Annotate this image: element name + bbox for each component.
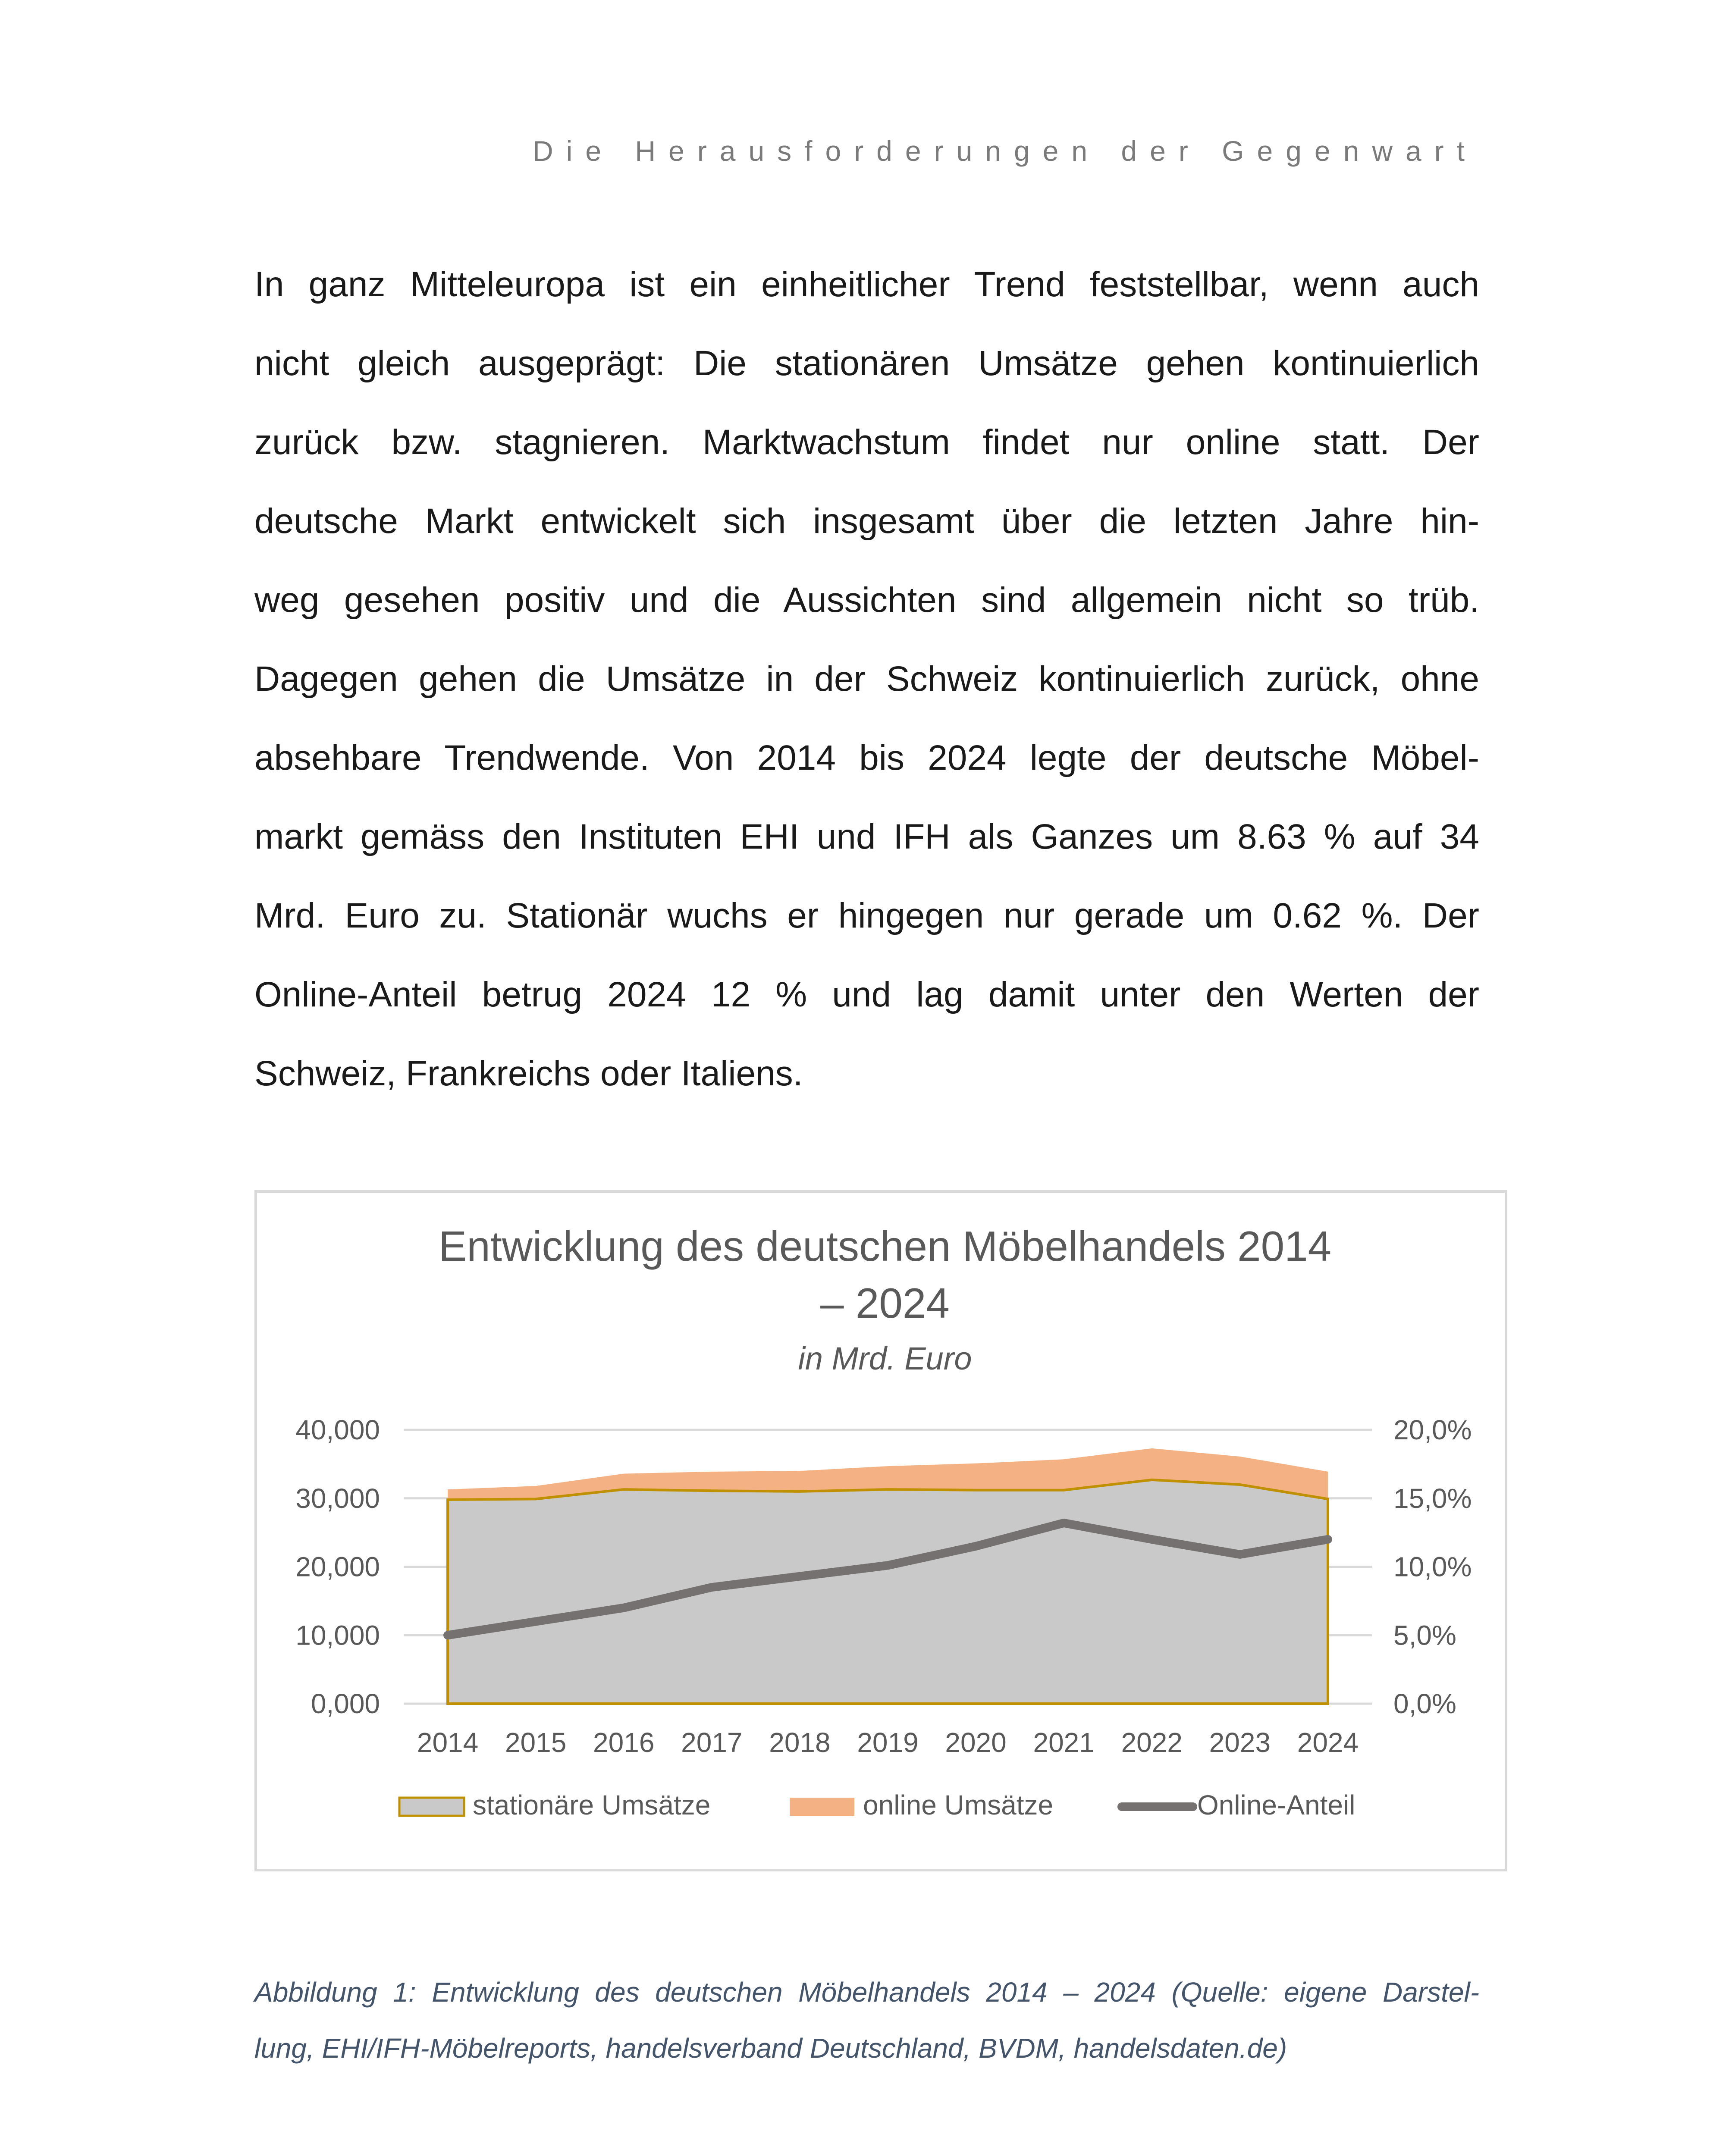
body-line: In ganz Mitteleuropa ist ein einheitlicher Trend feststellbar, wenn auch xyxy=(254,265,1479,304)
body-line: Online-Anteil betrug 2024 12 % und lag damit unter den Werten der xyxy=(254,975,1479,1014)
body-paragraph xyxy=(254,254,1479,1122)
legend xyxy=(399,1789,1355,1821)
y-left-tick-label: 30,000 xyxy=(295,1482,380,1514)
x-tick-label: 2017 xyxy=(681,1727,743,1758)
y-right-tick-label: 5,0% xyxy=(1393,1620,1456,1651)
plot-areas xyxy=(448,1448,1328,1704)
x-tick-label: 2023 xyxy=(1209,1727,1271,1758)
area-stationary-sales xyxy=(448,1480,1328,1704)
legend-label-online: online Umsätze xyxy=(863,1789,1054,1821)
x-tick-label: 2020 xyxy=(945,1727,1007,1758)
body-line: markt gemäss den Instituten EHI und IFH als Ganzes um 8.63 % auf 34 xyxy=(254,817,1479,856)
chart-title-line1: Entwicklung des deutschen Möbelhandels 2014 xyxy=(438,1222,1332,1270)
body-line: nicht gleich ausgeprägt: Die stationären Umsätze gehen kontinuierlich xyxy=(254,344,1479,383)
body-line: zurück bzw. stagnieren. Marktwachstum findet nur online statt. Der xyxy=(254,423,1479,462)
figure-caption xyxy=(254,1964,1479,2076)
x-tick-label: 2024 xyxy=(1297,1727,1359,1758)
chart-subtitle: in Mrd. Euro xyxy=(798,1341,972,1376)
y-right-tick-label: 20,0% xyxy=(1393,1414,1472,1445)
y-left-tick-label: 20,000 xyxy=(295,1551,380,1583)
running-header: Die Herausforderungen der Gegenwart xyxy=(533,135,1478,167)
y-right-tick-label: 0,0% xyxy=(1393,1688,1456,1719)
chart-svg xyxy=(257,1193,1505,1869)
chart-title-line2: – 2024 xyxy=(820,1279,950,1327)
x-tick-label: 2021 xyxy=(1033,1727,1095,1758)
x-tick-label: 2022 xyxy=(1121,1727,1183,1758)
chart-frame xyxy=(254,1190,1507,1871)
caption-line: Abbildung 1: Entwicklung des deutschen Möbelhandels 2014 – 2024 (Quelle: eigene Darstel- xyxy=(254,1977,1479,2008)
y-right-tick-label: 10,0% xyxy=(1393,1551,1472,1583)
y-right-tick-label: 15,0% xyxy=(1393,1482,1472,1514)
body-line: Schweiz, Frankreichs oder Italiens. xyxy=(254,1054,803,1093)
legend-label-share: Online-Anteil xyxy=(1197,1789,1355,1821)
legend-swatch-stationary xyxy=(399,1798,464,1816)
x-tick-label: 2015 xyxy=(505,1727,567,1758)
x-tick-label: 2019 xyxy=(857,1727,919,1758)
legend-swatch-online xyxy=(790,1798,854,1816)
y-left-tick-label: 10,000 xyxy=(295,1620,380,1651)
caption-line: lung, EHI/IFH-Möbelreports, handelsverband Deutschland, BVDM, handelsdaten.de) xyxy=(254,2033,1287,2064)
x-tick-label: 2014 xyxy=(417,1727,479,1758)
x-tick-label: 2016 xyxy=(593,1727,655,1758)
y-left-tick-label: 40,000 xyxy=(295,1414,380,1445)
y-left-tick-label: 0,000 xyxy=(311,1688,380,1719)
x-tick-label: 2018 xyxy=(769,1727,831,1758)
body-line: absehbare Trendwende. Von 2014 bis 2024 legte der deutsche Möbel- xyxy=(254,738,1479,777)
body-line: weg gesehen positiv und die Aussichten sind allgemein nicht so trüb. xyxy=(254,580,1479,620)
body-line: deutsche Markt entwickelt sich insgesamt über die letzten Jahre hin- xyxy=(254,501,1479,541)
body-line: Dagegen gehen die Umsätze in der Schweiz kontinuierlich zurück, ohne xyxy=(254,659,1479,699)
legend-label-stationary: stationäre Umsätze xyxy=(473,1789,711,1821)
body-line: Mrd. Euro zu. Stationär wuchs er hingegen nur gerade um 0.62 %. Der xyxy=(254,896,1479,935)
